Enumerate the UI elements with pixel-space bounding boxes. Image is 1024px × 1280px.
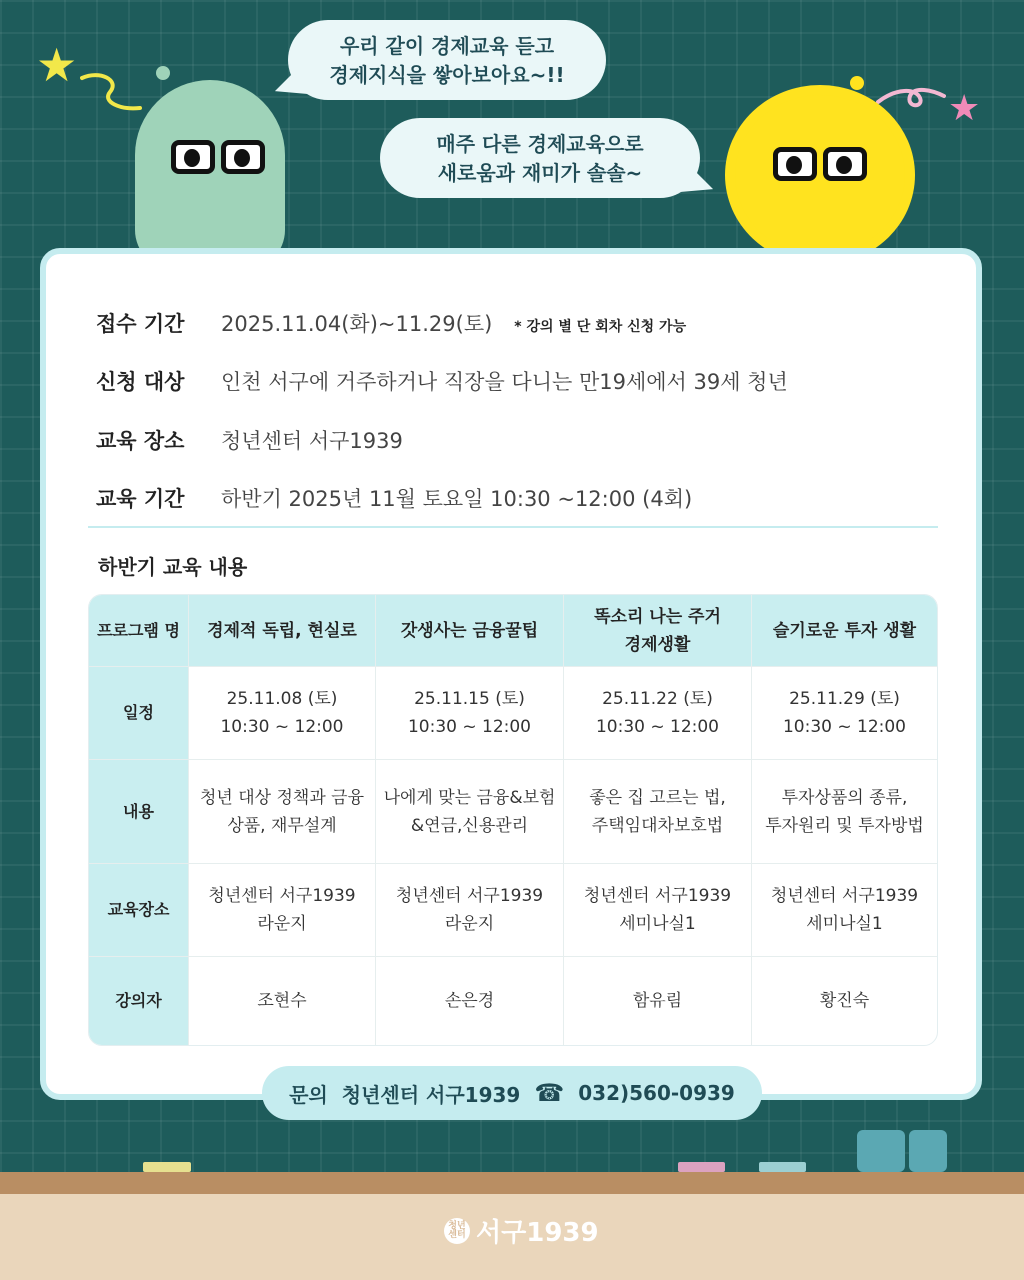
content-cell (376, 760, 564, 864)
info-value: 2025.11.04(화)~11.29(토) (221, 312, 493, 336)
table-row (89, 957, 937, 1045)
section-title: 하반기 교육 내용 (98, 555, 248, 579)
info-row-period (96, 308, 686, 338)
info-row-place (96, 425, 403, 455)
content-line: 상품, 재무설계 (227, 815, 337, 836)
schedule-time: 10:30 ~ 12:00 (782, 717, 907, 737)
chalk-pink (678, 1162, 725, 1172)
bubble-line: 우리 같이 경제교육 듣고 (339, 34, 555, 58)
row-header: 일정 (89, 667, 189, 760)
schedule-cell (752, 667, 937, 760)
place-cell (376, 864, 564, 957)
green-character (135, 80, 285, 270)
schedule-time: 10:30 ~ 12:00 (595, 717, 720, 737)
schedule-time: 10:30 ~ 12:00 (220, 717, 344, 737)
speech-bubble-middle (380, 118, 700, 198)
info-value: 인천 서구에 거주하거나 직장을 다니는 만19세에서 39세 청년 (221, 370, 788, 394)
star-icon: ★ (36, 38, 78, 92)
program-name: 경제적 독립, 현실로 (189, 595, 376, 667)
row-header: 내용 (89, 760, 189, 864)
program-name-line: 경제생활 (624, 634, 691, 655)
logo-badge: 청년센터 (444, 1218, 470, 1244)
eraser-right (909, 1130, 947, 1172)
squiggle-icon (876, 84, 946, 114)
info-label: 교육 장소 (96, 429, 185, 453)
schedule-date: 25.11.15 (토) (414, 689, 525, 709)
info-row-target (96, 366, 788, 396)
program-name-line: 똑소리 나는 주거 (594, 606, 721, 627)
schedule-date: 25.11.22 (토) (602, 689, 713, 709)
bubble-line: 경제지식을 쌓아보아요~!! (329, 63, 565, 87)
chalk-yellow (143, 1162, 191, 1172)
place-line: 청년센터 서구1939 (770, 886, 919, 906)
program-name: 슬기로운 투자 생활 (752, 595, 937, 667)
squiggle-icon (80, 70, 144, 118)
glasses-icon (171, 140, 265, 174)
place-line: 세미나실1 (619, 914, 696, 934)
place-line: 라운지 (444, 914, 495, 934)
info-label: 접수 기간 (96, 312, 185, 336)
lecturer-cell: 함유림 (564, 957, 752, 1045)
yellow-character (735, 95, 905, 255)
bubble-line: 매주 다른 경제교육으로 (436, 132, 644, 156)
place-cell (189, 864, 376, 957)
info-label: 교육 기간 (96, 487, 185, 511)
content-line: &연금,신용관리 (410, 815, 529, 836)
content-line: 주택임대차보호법 (591, 815, 724, 836)
chalk-ledge (0, 1172, 1024, 1194)
schedule-cell (376, 667, 564, 760)
divider (88, 526, 938, 528)
logo-text: 서구1939 (476, 1218, 599, 1248)
chalk-blue (759, 1162, 806, 1172)
table-row (89, 595, 937, 667)
content-cell (564, 760, 752, 864)
info-card (40, 248, 982, 1100)
info-row-edu-period (96, 483, 692, 513)
schedule-cell (564, 667, 752, 760)
schedule-date: 25.11.08 (토) (226, 689, 338, 709)
logo (444, 1212, 599, 1249)
program-name: 갓생사는 금융꿀팁 (376, 595, 564, 667)
content-line: 투자상품의 종류, (781, 787, 908, 808)
table-row (89, 864, 937, 957)
info-value: 하반기 2025년 11월 토요일 10:30 ~12:00 (4회) (221, 487, 693, 511)
lecturer-cell: 조현수 (189, 957, 376, 1045)
content-cell (189, 760, 376, 864)
content-line: 나에게 맞는 금융&보험 (383, 787, 556, 808)
place-line: 청년센터 서구1939 (583, 886, 732, 906)
place-line: 세미나실1 (806, 914, 883, 934)
info-label: 신청 대상 (96, 370, 185, 394)
row-header: 강의자 (89, 957, 189, 1045)
contact-phone[interactable]: 032)560-0939 (578, 1081, 735, 1105)
content-cell (752, 760, 937, 864)
schedule-time: 10:30 ~ 12:00 (407, 717, 532, 737)
content-line: 청년 대상 정책과 금융 (199, 787, 364, 808)
antenna-icon (156, 66, 170, 80)
table-row (89, 760, 937, 864)
program-name (564, 595, 752, 667)
row-header: 프로그램 명 (89, 595, 189, 667)
bubble-line: 새로움과 재미가 솔솔~ (437, 161, 643, 185)
schedule-table (88, 594, 938, 1046)
table-row (89, 667, 937, 760)
info-note: * 강의 별 단 회차 신청 가능 (514, 319, 687, 335)
eraser-left (857, 1130, 905, 1172)
place-line: 청년센터 서구1939 (208, 886, 356, 906)
phone-icon: ☎ (534, 1079, 565, 1107)
glasses-icon (773, 147, 867, 181)
schedule-cell (189, 667, 376, 760)
lecturer-cell: 황진숙 (819, 991, 870, 1011)
star-icon: ★ (948, 88, 981, 129)
content-line: 좋은 집 고르는 법, (589, 787, 726, 808)
place-cell (564, 864, 752, 957)
content-line: 투자원리 및 투자방법 (765, 815, 924, 836)
info-value: 청년센터 서구1939 (221, 429, 403, 453)
contact-label: 문의 (289, 1082, 328, 1107)
row-header: 교육장소 (89, 864, 189, 957)
lecturer-cell: 손은경 (376, 957, 564, 1045)
speech-bubble-top (288, 20, 606, 100)
schedule-date: 25.11.29 (토) (789, 689, 900, 709)
place-line: 라운지 (257, 914, 307, 934)
contact-pill (262, 1066, 762, 1120)
place-cell (752, 864, 937, 957)
contact-org: 청년센터 서구1939 (341, 1082, 521, 1107)
antenna-icon (850, 76, 864, 90)
place-line: 청년센터 서구1939 (395, 886, 544, 906)
